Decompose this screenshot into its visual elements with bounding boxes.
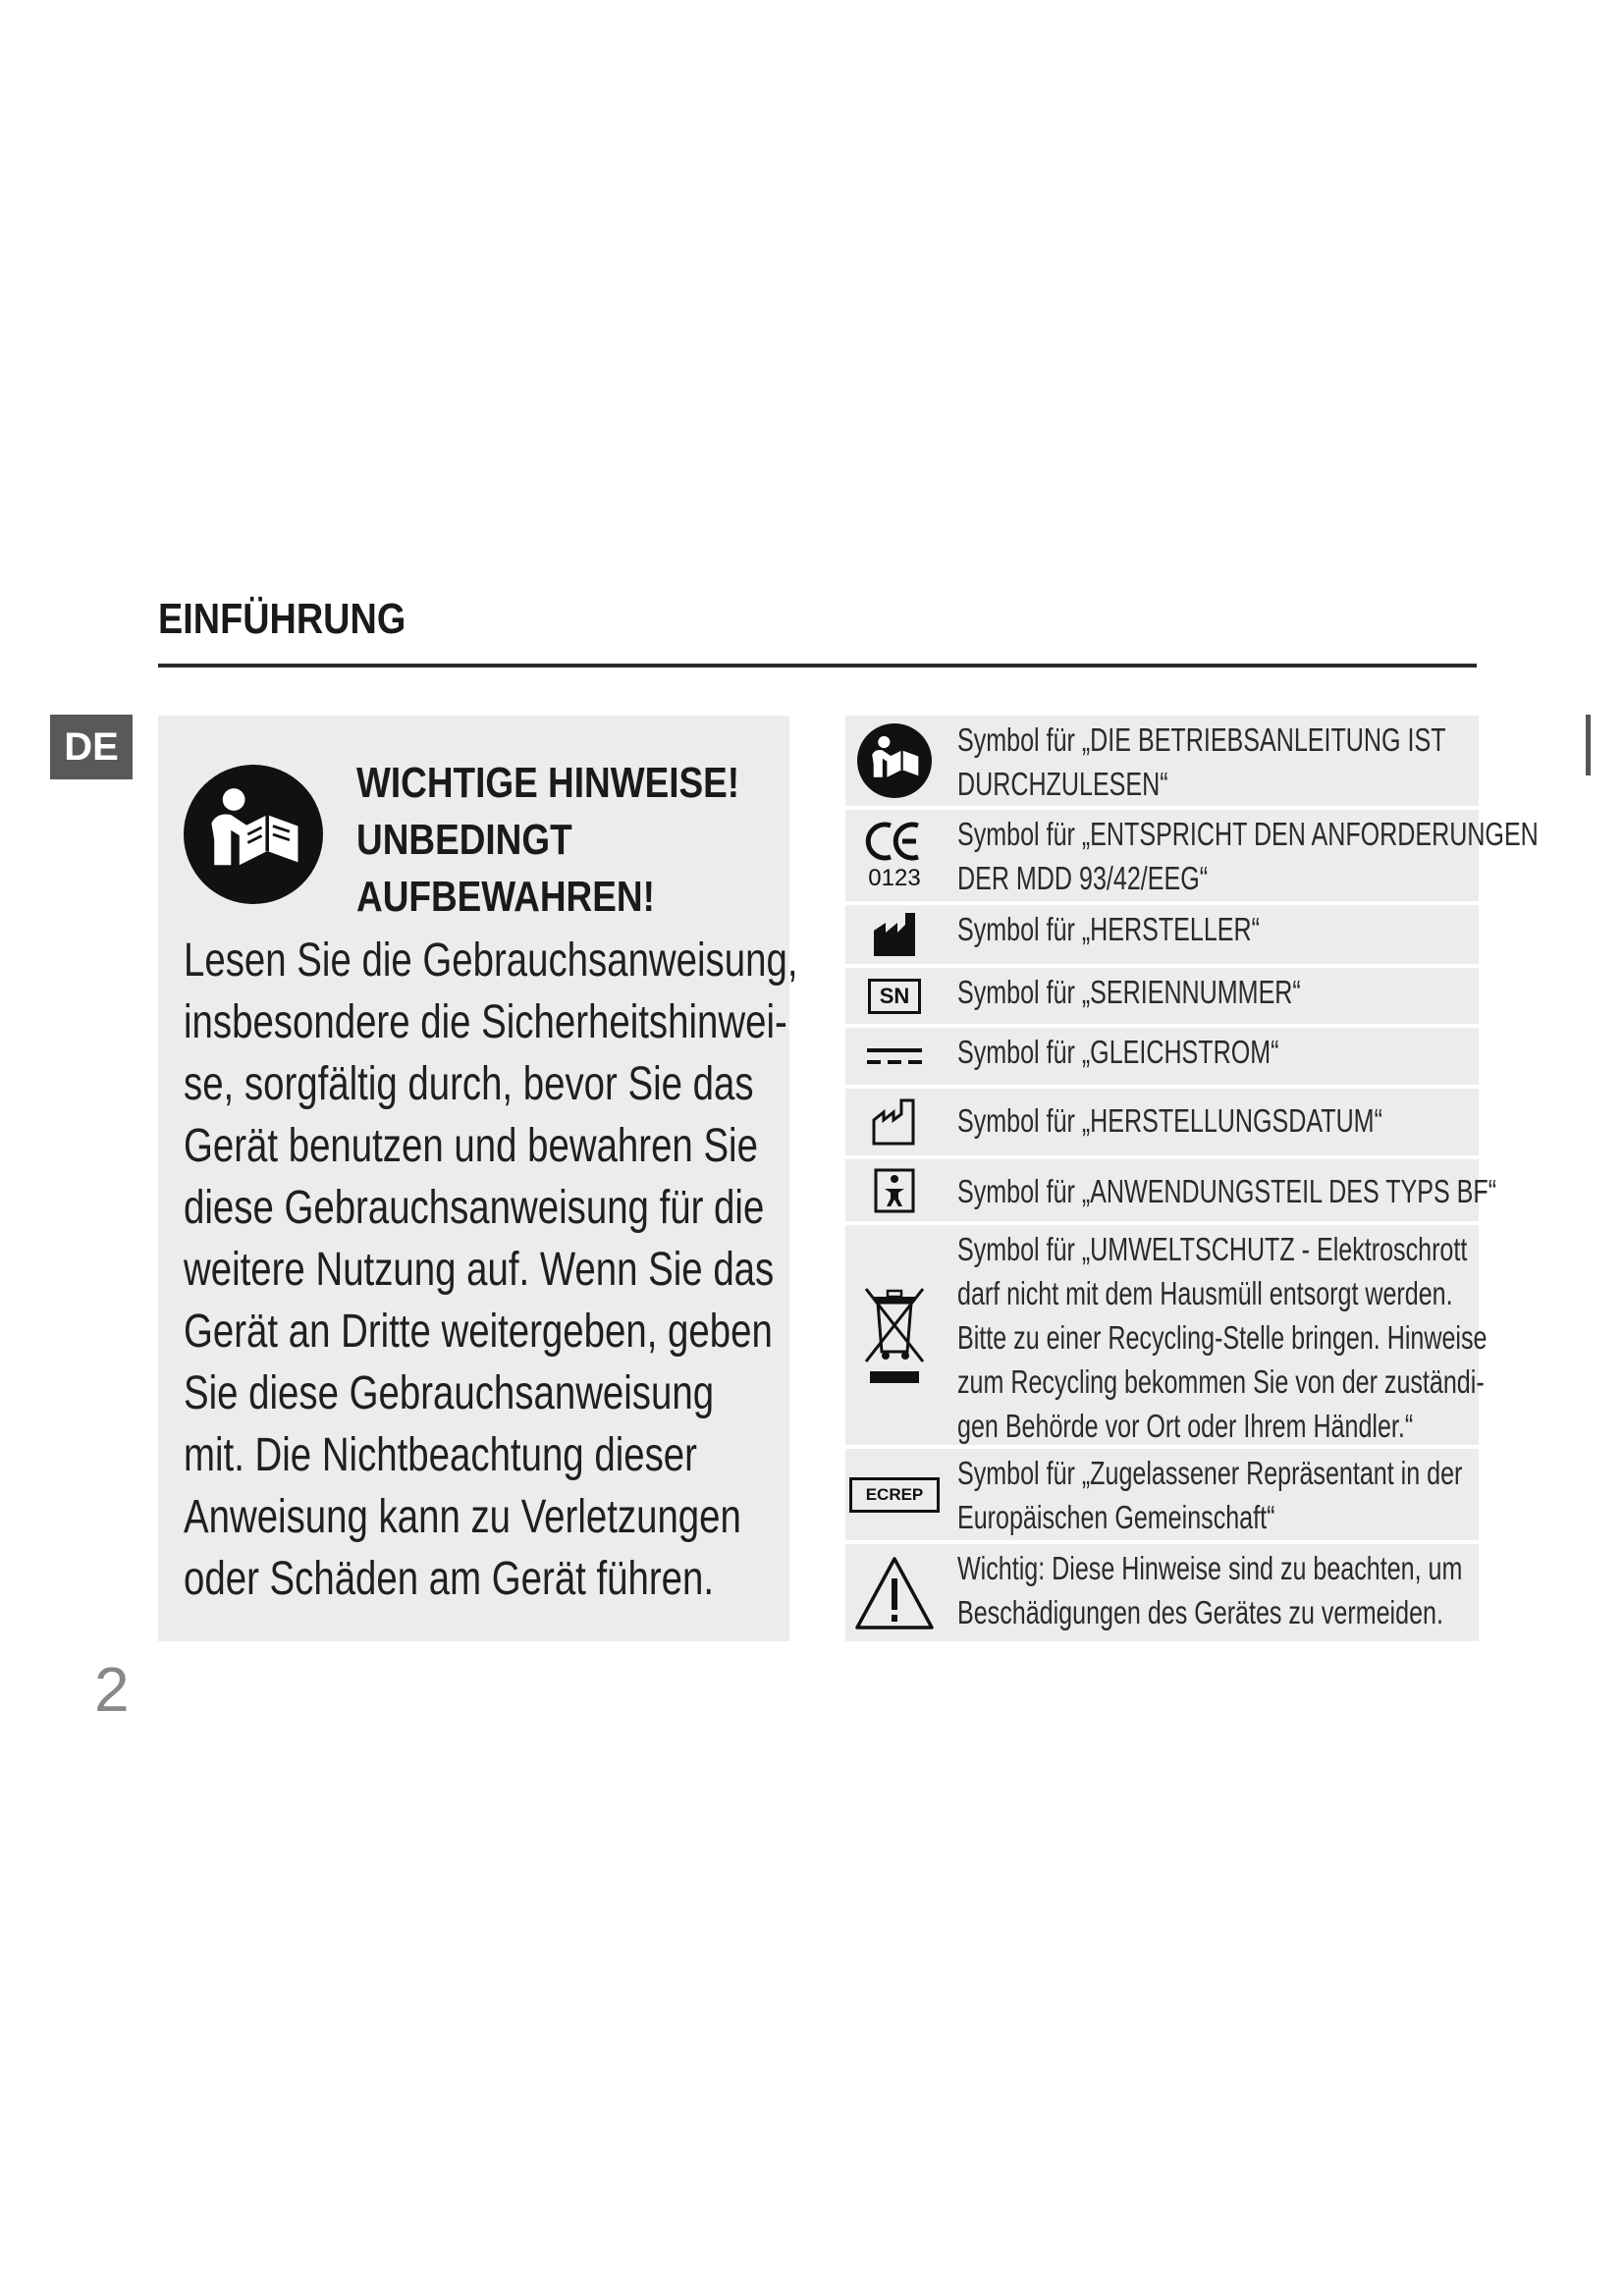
- symbol-row: [845, 716, 1479, 806]
- page-edge-marker: [1586, 715, 1591, 775]
- section-title: EINFÜHRUNG: [158, 595, 406, 643]
- symbol-description: [957, 718, 1446, 806]
- symbol-text-line: DURCHZULESEN“: [957, 766, 1168, 802]
- notice-heading: [356, 755, 740, 926]
- symbol-text-line: Europäischen Gemeinschaft“: [957, 1499, 1275, 1535]
- symbol-description: [957, 970, 1301, 1014]
- symbol-text-line: darf nicht mit dem Hausmüll entsorgt werden.: [957, 1275, 1453, 1311]
- symbol-row: [845, 968, 1479, 1024]
- notice-heading-line: WICHTIGE HINWEISE!: [356, 759, 740, 807]
- symbol-description: [957, 1098, 1382, 1143]
- language-tab: DE: [50, 715, 133, 779]
- symbol-text-line: Beschädigungen des Gerätes zu vermeiden.: [957, 1594, 1443, 1630]
- symbol-row: [845, 1225, 1488, 1445]
- notice-body-line: weitere Nutzung auf. Wenn Sie das: [184, 1244, 775, 1296]
- symbol-text-line: zum Recycling bekommen Sie von der zuständi-: [957, 1363, 1485, 1400]
- symbol-description: [957, 1169, 1496, 1213]
- notice-body-line: insbesondere die Sicherheitshinwei-: [184, 996, 787, 1048]
- symbol-text-line: Symbol für „ENTSPRICHT DEN ANFORDERUNGEN: [957, 816, 1539, 852]
- symbol-row: [845, 810, 1539, 901]
- symbol-text-line: Symbol für „HERSTELLER“: [957, 911, 1261, 947]
- notice-body-line: Gerät benutzen und bewahren Sie: [184, 1120, 758, 1172]
- symbol-row: [845, 905, 1479, 964]
- symbol-text-line: Symbol für „HERSTELLUNGSDATUM“: [957, 1102, 1382, 1139]
- notice-body-line: Sie diese Gebrauchsanweisung: [184, 1367, 715, 1419]
- type-bf-icon: [873, 1167, 916, 1214]
- symbol-row: [845, 1089, 1479, 1155]
- symbol-text-line: Bitte zu einer Recycling-Stelle bringen. Hinweise: [957, 1319, 1488, 1356]
- symbol-row: [845, 1449, 1479, 1540]
- important-notice-box: [158, 716, 798, 1641]
- symbol-description: [957, 907, 1260, 951]
- manufacturer-icon: [870, 911, 919, 958]
- symbol-text-line: Symbol für „Zugelassener Repräsentant in der: [957, 1455, 1463, 1491]
- title-divider: [158, 664, 1477, 667]
- manufacture-date-icon: [870, 1096, 919, 1148]
- notice-body-line: Lesen Sie die Gebrauchsanweisung,: [184, 934, 798, 987]
- notice-body-line: Gerät an Dritte weitergeben, geben: [184, 1306, 773, 1358]
- notice-body-line: diese Gebrauchsanweisung für die: [184, 1182, 765, 1234]
- symbol-description: [957, 812, 1539, 900]
- notice-body-line: Anweisung kann zu Verletzungen: [184, 1491, 741, 1543]
- symbol-row: [845, 1159, 1497, 1221]
- page-number: 2: [94, 1654, 130, 1725]
- notice-body-line: mit. Die Nichtbeachtung dieser: [184, 1429, 697, 1481]
- symbol-description: [957, 1546, 1462, 1634]
- symbol-description: [957, 1451, 1462, 1539]
- symbol-text-line: gen Behörde vor Ort oder Ihrem Händler.“: [957, 1408, 1414, 1444]
- ec-rep-icon-label: ECREP: [865, 1484, 924, 1504]
- symbol-text-line: DER MDD 93/42/EEG“: [957, 860, 1209, 896]
- read-manual-icon: [857, 723, 932, 798]
- read-manual-icon: [184, 765, 323, 904]
- ec-rep-icon: [849, 1477, 940, 1513]
- symbol-row: [845, 1028, 1479, 1085]
- ce-mark-icon: [865, 820, 924, 863]
- symbol-text-line: Symbol für „UMWELTSCHUTZ - Elektroschrott: [957, 1231, 1468, 1267]
- notice-body-line: oder Schäden am Gerät führen.: [184, 1553, 715, 1605]
- notice-body: [184, 930, 798, 1610]
- notice-body-line: se, sorgfältig durch, bevor Sie das: [184, 1058, 754, 1110]
- symbol-row: [845, 1544, 1479, 1641]
- symbol-text-line: Symbol für „SERIENNUMMER“: [957, 974, 1301, 1010]
- symbol-text-line: Wichtig: Diese Hinweise sind zu beachten, um: [957, 1550, 1463, 1586]
- symbol-description: [957, 1227, 1487, 1448]
- serial-number-icon: [868, 979, 921, 1014]
- symbol-text-line: Symbol für „ANWENDUNGSTEIL DES TYPS BF“: [957, 1173, 1497, 1209]
- weee-bin-icon: [860, 1281, 929, 1389]
- serial-number-icon-label: SN: [879, 983, 910, 1008]
- symbol-text-line: Symbol für „GLEICHSTROM“: [957, 1034, 1279, 1070]
- symbol-text-line: Symbol für „DIE BETRIEBSANLEITUNG IST: [957, 721, 1446, 758]
- direct-current-icon: [865, 1044, 924, 1068]
- notice-heading-line: UNBEDINGT: [356, 816, 572, 864]
- notice-heading-line: AUFBEWAHREN!: [356, 873, 655, 921]
- warning-triangle-icon: [853, 1555, 936, 1631]
- symbol-description: [957, 1030, 1278, 1074]
- notified-body-number: 0123: [868, 864, 921, 891]
